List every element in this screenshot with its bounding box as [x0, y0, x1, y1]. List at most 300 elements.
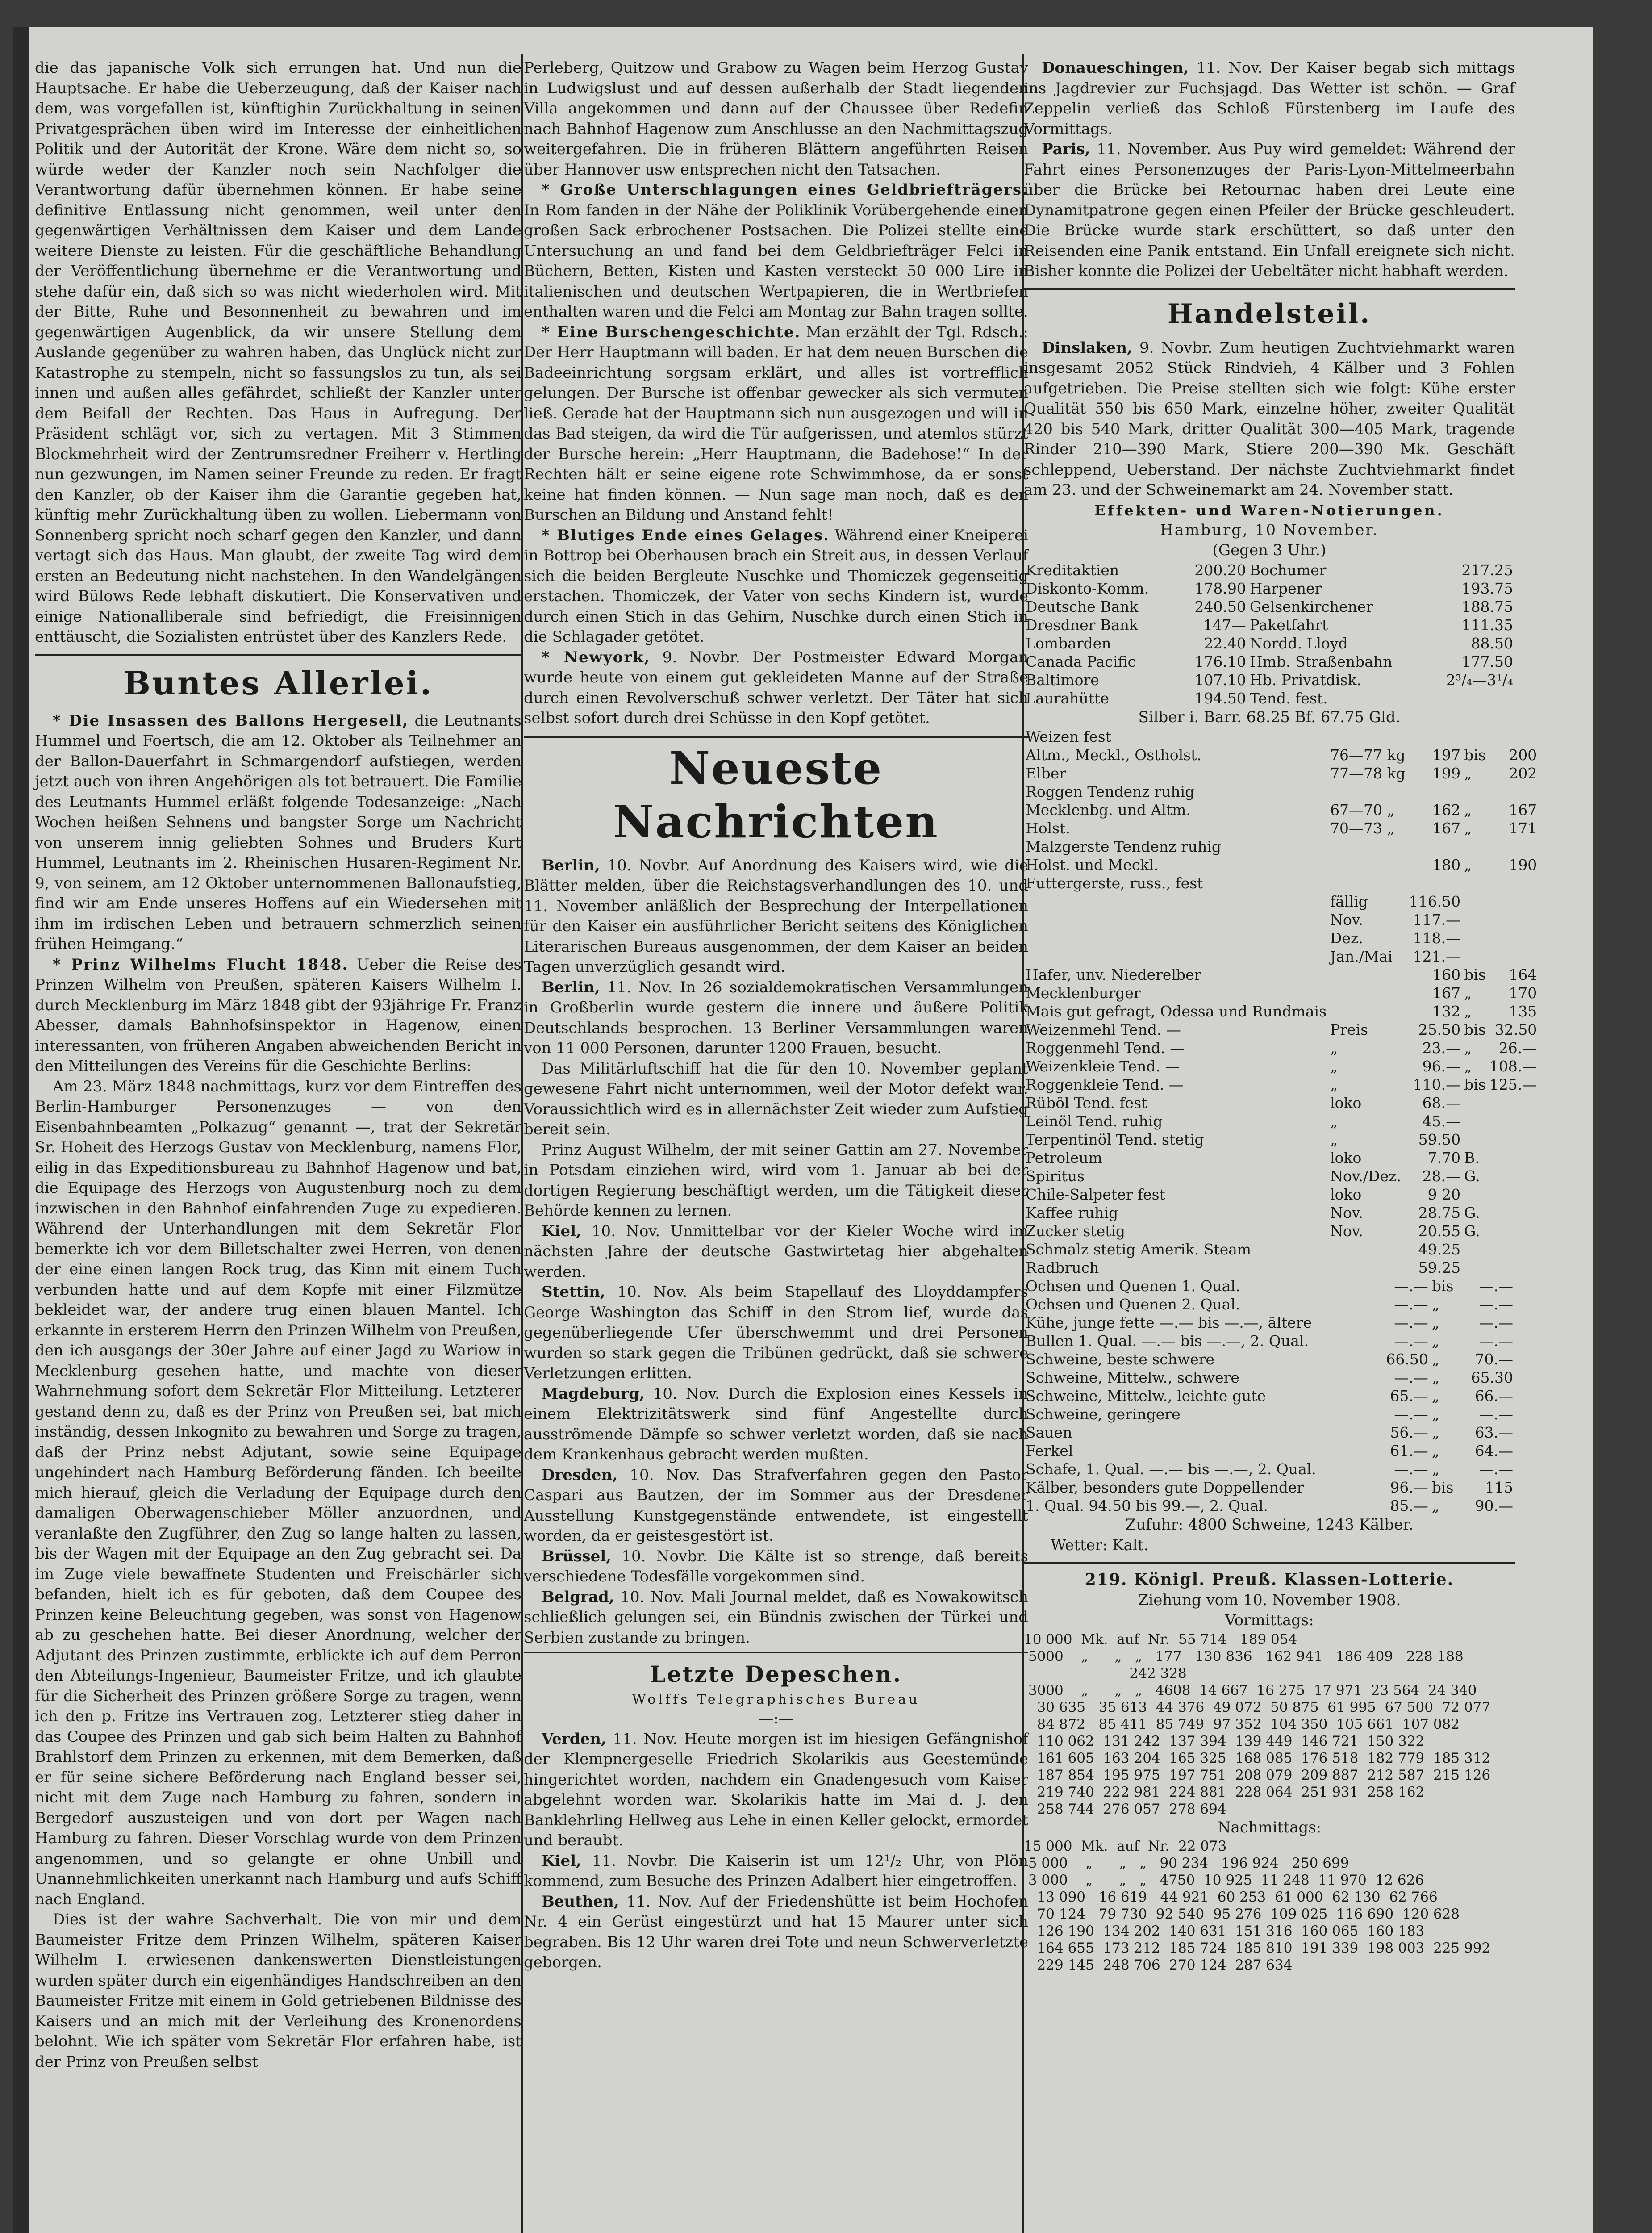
table-cell: 65.—	[1390, 1387, 1428, 1405]
quotations-time: (Gegen 3 Uhr.)	[1212, 541, 1327, 559]
news-dateline: Brüssel,	[542, 1547, 612, 1565]
stock-row	[1024, 652, 1515, 671]
table-cell: —.—	[1479, 1332, 1513, 1350]
commodity-row	[1024, 1112, 1539, 1130]
table-cell	[1488, 1222, 1539, 1240]
article-title: * Newyork,	[542, 648, 651, 666]
table-cell	[1488, 837, 1539, 856]
table-cell: 96.—	[1390, 1479, 1428, 1496]
commodity-row	[1024, 1204, 1539, 1222]
table-cell: Lombarden	[1026, 634, 1111, 652]
section-heading-neueste: Neueste Nachrichten	[524, 736, 1028, 849]
table-cell: Kühe, junge fette —.— bis —.—, ältere	[1026, 1314, 1312, 1331]
table-cell: 2³/₄—3¹/₄	[1446, 671, 1513, 689]
table-cell: Weizenkleie Tend. —	[1026, 1058, 1180, 1075]
commodity-row	[1024, 1057, 1539, 1075]
table-cell: Futtergerste, russ., fest	[1026, 874, 1203, 892]
commodity-row	[1024, 837, 1539, 856]
news-text: 11. Nov. Der Kaiser begab sich mittags ins Jagdrevier zur Fuchsjagd. Das Wetter ist schön. — Graf Zeppelin verließ das Schloß Fürstenberg im Laufe des Vormittags.	[1024, 59, 1515, 138]
table-cell: 1. Qual. 94.50 bis 99.—, 2. Qual.	[1026, 1497, 1268, 1514]
article-burschen	[524, 322, 1028, 526]
news-item	[524, 1729, 1028, 1851]
livestock-row	[1024, 1497, 1515, 1515]
stock-row	[1024, 579, 1515, 598]
commodity-quotes-table	[1024, 728, 1539, 1277]
stock-row	[1024, 634, 1515, 652]
news-dateline: Stettin,	[542, 1283, 605, 1301]
table-cell: G.	[1464, 1167, 1480, 1185]
table-cell: „	[1431, 1332, 1439, 1350]
table-cell	[1462, 929, 1488, 947]
table-cell	[1462, 911, 1488, 929]
table-cell: bis	[1431, 1277, 1454, 1295]
table-cell	[1407, 874, 1462, 892]
table-cell: Schmalz stetig Amerik. Steam	[1026, 1241, 1252, 1258]
news-text: 10. Novbr. Die Kälte ist so strenge, daß bereits verschiedene Todesfälle vorgekommen sind.	[524, 1547, 1028, 1585]
commodity-row	[1024, 1002, 1539, 1020]
table-cell: 117.—	[1413, 911, 1461, 928]
news-dateline: Paris,	[1042, 140, 1090, 158]
table-cell: Radbruch	[1026, 1259, 1099, 1276]
news-item	[524, 1892, 1028, 1973]
news-item	[1024, 139, 1515, 282]
table-cell: „	[1431, 1387, 1439, 1405]
lottery-line: 15 000 Mk. auf Nr. 22 073	[1024, 1838, 1227, 1854]
table-cell	[1407, 782, 1462, 801]
table-cell: „	[1464, 984, 1472, 1002]
lottery-line: 10 000 Mk. auf Nr. 55 714 189 054	[1024, 1631, 1297, 1648]
lottery-morning-numbers	[1024, 1631, 1515, 1818]
table-cell: Petroleum	[1026, 1149, 1102, 1167]
table-cell: „	[1464, 820, 1472, 837]
table-cell: 64.—	[1475, 1442, 1513, 1459]
table-cell: 108.—	[1489, 1058, 1537, 1075]
table-cell: 26.—	[1498, 1039, 1537, 1057]
livestock-row	[1024, 1277, 1515, 1295]
livestock-row	[1024, 1368, 1515, 1387]
table-cell: Mais gut gefragt, Odessa und Rundmais	[1026, 1003, 1327, 1020]
table-cell	[1462, 1185, 1488, 1204]
table-cell: „	[1330, 1131, 1338, 1148]
table-cell: Terpentinöl Tend. stetig	[1026, 1131, 1204, 1148]
lottery-morning-label: Vormittags:	[1225, 1611, 1314, 1629]
livestock-row	[1024, 1478, 1515, 1497]
table-cell	[1462, 1240, 1488, 1259]
commodity-row	[1024, 1075, 1539, 1094]
table-cell: Hafer, unv. Niederelber	[1026, 966, 1201, 983]
table-cell	[1462, 1112, 1488, 1130]
livestock-row	[1024, 1460, 1515, 1478]
commodity-row	[1024, 947, 1539, 966]
table-cell: 66.—	[1475, 1387, 1513, 1405]
table-cell: Harpener	[1249, 579, 1322, 597]
table-cell: „	[1464, 856, 1472, 874]
table-cell: 115	[1485, 1479, 1513, 1496]
table-cell: 200.20	[1194, 561, 1246, 579]
article-text: Man erzählt der Tgl. Rdsch.: Der Herr Hauptmann will baden. Er hat dem neuen Burschen die Badeeinrichtung sorgsam erklärt, und alles ist vortrefflich gelungen. Der Bursche ist offenbar gewecker als sich vermuten ließ. Gerade hat der Hauptmann sich nun ausgezogen und will in das Bad steigen, da wird die Tür aufgerissen, und atemlos stürzt der Bursche herein: „Herr Hauptmann, die Badehose!“ In der Rechten hält er seine eigene rote Schwimmhose, da er sonst keine hat finden können. — Nun sage man noch, daß es den Burschen an Bildung und Anstand fehlt!	[524, 323, 1029, 524]
table-cell: 88.50	[1471, 634, 1513, 652]
table-cell: 132	[1432, 1003, 1461, 1020]
separator: —:—	[758, 1710, 794, 1727]
lottery-line: 13 090 16 619 44 921 60 253 61 000 62 130 62 766	[1024, 1889, 1438, 1905]
commodity-row	[1024, 1149, 1539, 1167]
lottery-line: 30 635 35 613 44 376 49 072 50 875 61 995 67 500 72 077	[1024, 1699, 1491, 1715]
table-cell: Deutsche Bank	[1026, 598, 1139, 615]
table-cell: „	[1431, 1369, 1439, 1386]
news-dateline: Kiel,	[542, 1852, 581, 1870]
quotations-heading: Effekten- und Waren-Notierungen.	[1094, 502, 1444, 519]
table-cell: Zucker stetig	[1026, 1222, 1126, 1240]
commodity-row	[1024, 782, 1539, 801]
news-text: 11. Nov. Auf der Friedenshütte ist beim Hochofen Nr. 4 ein Gerüst eingestürzt und hat 15 Maurer unter sich begraben. Bis 12 Uhr waren drei Tote und neun Schwerverletzte geborgen.	[524, 1892, 1028, 1971]
table-cell	[1488, 1240, 1539, 1259]
table-cell	[1328, 1240, 1407, 1259]
table-cell: 7.70	[1427, 1149, 1461, 1167]
table-cell: 70.—	[1475, 1351, 1513, 1368]
table-cell: —.—	[1394, 1296, 1428, 1313]
lottery-line: 84 872 85 411 85 749 97 352 104 350 105 661 107 082	[1024, 1716, 1460, 1732]
table-cell: Weizenmehl Tend. —	[1026, 1021, 1181, 1038]
commodity-row	[1024, 966, 1539, 984]
table-cell: „	[1431, 1460, 1439, 1478]
table-cell	[1407, 728, 1462, 746]
table-cell: Nov.	[1330, 911, 1364, 928]
table-cell: 180	[1432, 856, 1461, 874]
reichstag-report-end: die das japanische Volk sich errungen hat. Und nun die Hauptsache. Er habe die Ueberzeugung, daß der Kaiser nach dem, was vorgefallen ist, künftighin Zurückhaltung in seinen Privatgesprächen üben wird im Interesse der einheitlichen Politik und der Autorität der Krone. Wäre dem nicht so, so würde weder der Kanzler noch sein Nachfolger die Verantwortung dafür übernehmen können. Er habe seine definitive Entlassung nicht genommen, weil unter den gegenwärtigen Verhältnissen dem Kaiser und dem Lande weitere Dienste zu leisten. Für die geschäftliche Behandlung der Veröffentlichung übernehme er die Verantwortung und stehe dafür ein, daß sich so was nicht wiederholen wird. Mit der Bitte, Ruhe und Besonnenheit zu bewahren und im gegenwärtigen Augenblick, da wir unsere Stellung dem Auslande gegenüber zu wahren haben, das Unglück nicht zur Katastrophe zu stempeln, nicht so fassungslos zu tun, als sei innen und außen alles gefährdet, schließt der Kanzler unter dem Beifall der Rechten. Das Haus in Aufregung. Der Präsident schlägt vor, sich zu vertagen. Mit 3 Stimmen Blockmehrheit wird der Zentrumsredner Freiherr v. Hertling nun gezwungen, im Namen seiner Freunde zu reden. Er fragt den Kanzler, ob der Kaiser ihm die Garantie gegeben hat, künftig mehr Zurückhaltung üben zu wollen. Liebermann von Sonnenberg spricht noch scharf gegen den Kanzler, und dann vertagt sich das Haus. Man glaubt, der zweite Tag wird dem ersten an Bedeutung nicht nachstehen. In den Wandelgängen wird Bülows Rede lebhaft diskutiert. Die Konservativen und einige Nationalliberale sind befriedigt, die Freisinnigen enttäuscht, die Sozialisten entrüstet über des Kanzlers Rede.	[35, 59, 521, 646]
news-text: 9. Novbr. Zum heutigen Zuchtviehmarkt waren insgesamt 2052 Stück Rindvieh, 4 Kälber und 3 Fohlen aufgetrieben. Die Preise stellten sich wie folgt: Kühe erster Qualität 550 bis 650 Mark, einzelne höher, zweiter Qualität 420 bis 540 Mark, dritter Qualität 300—405 Mark, tragende Rinder 210—390 Mark, Stiere 200—390 Mk. Geschäft schleppend, Ueberstand. Der nächste Zuchtviehmarkt findet am 23. und der Schweinemarkt am 24. November statt.	[1024, 339, 1515, 499]
commodity-row	[1024, 856, 1539, 874]
table-cell: 32.50	[1494, 1021, 1537, 1038]
section-heading-depeschen: Letzte Depeschen.	[650, 1661, 902, 1687]
table-cell: 66.50	[1386, 1351, 1428, 1368]
article-text: In Rom fanden in der Nähe der Poliklinik Vorübergehende einen großen Sack erbrochener Postsachen. Die Polizei stellte eine Untersuchung an und fand bei dem Geldbriefträger Felci in Büchern, Betten, Kisten und Kasten versteckt 50 000 Lire in italienischen und deutschen Wertpapieren, die in Wertbriefen enthalten waren und die Felci am Montag zur Bahn tragen sollte.	[524, 201, 1028, 321]
table-cell	[1328, 874, 1407, 892]
table-cell: 96.—	[1422, 1058, 1461, 1075]
article-text: die Leutnants Hummel und Foertsch, die am 12. Oktober als Teilnehmer an der Ballon-Dauerfahrt in Schmargendorf aufstiegen, werden jetzt auch von ihren Angehörigen als tot betrauert. Die Familie des Leutnants Hummel erläßt folgende Todesanzeige: „Nach Wochen heißen Sehnens und bangster Sorge um Nachricht von unserem innig geliebten Sohnes und Bruders Kurt Hummel, Leutnants im 2. Rheinischen Husaren-Regiment Nr. 9, von seinem, am 12 Oktober unternommenen Ballonaufstieg, find wir am Ende unseres Hoffens auf ein Wiedersehen mit ihm im irdischen Leben und betrauern schmerzlich seinen frühen Heimgang.“	[35, 711, 521, 953]
table-cell: G.	[1464, 1204, 1480, 1221]
table-cell: „	[1431, 1351, 1439, 1368]
commodity-row	[1024, 929, 1539, 947]
lottery-line: 242 328	[1024, 1665, 1187, 1681]
table-cell: 107.10	[1194, 671, 1246, 689]
article-paragraph: Dies ist der wahre Sachverhalt. Die von mir und dem Baumeister Fritze dem Prinzen Wilhelm, späteren Kaiser Wilhelm I. erwiesenen dankenswerten Dienstleistungen wurden später durch ein eigenhändiges Handschreiben an den Baumeister Fritze mit einem in Gold getriebenen Bildnisse des Kaisers und an mich mit der Verleihung des Kronenordens belohnt. Wie ich später vom Sekretär Flor erfahren habe, ist der Prinz von Preußen selbst	[35, 1911, 521, 2071]
table-cell: „	[1330, 1039, 1338, 1057]
news-dateline: Kiel,	[542, 1222, 581, 1240]
table-cell: G.	[1464, 1222, 1480, 1240]
news-item: Prinz August Wilhelm, der mit seiner Gattin am 27. November in Potsdam einziehen wird, wird vom 1. Januar ab bei der dortigen Regierung beschäftigt werden, um die Tätigkeit dieser Behörde kennen zu lernen.	[524, 1141, 1028, 1220]
table-cell: bis	[1464, 746, 1486, 764]
commodity-row	[1024, 1167, 1539, 1185]
news-item	[524, 1547, 1028, 1587]
table-cell: Diskonto-Komm.	[1026, 579, 1149, 597]
table-cell: 61.—	[1390, 1442, 1428, 1459]
weather-note: Wetter: Kalt.	[1051, 1536, 1149, 1554]
table-cell: 190	[1509, 856, 1537, 874]
table-cell: Dresdner Bank	[1026, 616, 1139, 634]
table-cell: 162	[1432, 801, 1461, 819]
news-item: Das Militärluftschiff hat die für den 10. November geplant gewesene Fahrt nicht unternommen, weil der Motor defekt war. Voraussichtlich wird es in allernächster Zeit wieder zum Aufstieg bereit sein.	[524, 1059, 1028, 1138]
table-cell	[1488, 782, 1539, 801]
article-ballon	[35, 711, 521, 955]
table-cell: 160	[1432, 966, 1461, 983]
article-paragraph: Am 23. März 1848 nachmittags, kurz vor dem Eintreffen des Berlin-Hamburger Personenzuges — von den Eisenbahnbeamten „Polkazug“ genannt —, trat der Sekretär Sr. Hoheit des Herzogs Gustav von Mecklenburg, namens Flor, eilig in das Expeditionsbureau zu Bahnhof Hagenow und bat, die Equipage des Herzogs von Augustenburg noch zu dem inzwischen in den Bahnhof einfahrenden Zuge zu expedieren. Während der Unterhandlungen mit dem Sekretär Flor bemerkte ich vor dem Billetschalter zwei Herren, von denen der eine einen langen Rock trug, das Kinn mit einem Tuch verbunden hatte und auf dem Kopfe mit einer Filzmütze bekleidet war, der andere trug einen blauen Mantel. Ich erkannte in ersterem Herrn den Prinzen Wilhelm von Preußen, den ich ausgangs der 30er Jahre auf einer Jagd zu Wariow in Mecklenburg gesehen hatte, und machte von dieser Wahrnehmung sofort dem Sekretär Flor Mitteilung. Letzterer gestand denn zu, daß es der Prinz von Preußen sei, bat mich inständig, dessen Inkognito zu bewahren und Sorge zu tragen, daß der Prinz nebst Adjutant, sowie seine Equipage ungehindert nach Hamburg Beförderung fänden. Ich beeilte mich hierauf, gleich die Verladung der Equipage durch den damaligen Oberwagenschieber Möller anzuordnen, und veranlaßte den Zugführer, den Zug so lange halten zu lassen, bis der Wagen mit der Equipage an den Zug gebracht sei. Da im Zuge viele bewaffnete Studenten und Freischärler sich befanden, hielt ich es für geboten, daß dem Coupee des Prinzen keine Beleuchtung gegeben, was sonst von Hagenow ab zu geschehen hatte. Bei dieser Anordnung, welcher der Adjutant des Prinzen zustimmte, erblickte ich auf dem Perron den Abteilungs-Ingenieur, Baumeister Fritze, und ich glaubte für die Sicherheit des Prinzen größere Sorge zu tragen, wenn ich den p. Fritze ins Vertrauen zog. Letzterer stieg daher in das Coupee des Prinzen und gab sich beim Halten zu Bahnhof Brahlstorf dem Prinzen zu erkennen, mit dem Bemerken, daß er für seine sichere Beförderung nach England besser sei, nicht mit dem Zuge nach Hamburg zu fahren, sondern in Bergedorf auszusteigen und von dort per Wagen nach Hamburg zu fahren. Dieser Vorschlag wurde von dem Prinzen angenommen, und so gelangte er ohne Unbill und Unannehmlichkeiten unerkannt nach Hamburg und aufs Schiff nach England.	[35, 1077, 521, 1908]
wire-service-name: Wolffs Telegraphisches Bureau	[632, 1692, 920, 1707]
article-gelage	[524, 526, 1028, 648]
table-cell: 63.—	[1475, 1424, 1513, 1441]
table-cell	[1488, 892, 1539, 911]
article-prinz-wilhelm	[35, 955, 521, 1077]
news-dateline: Verden,	[542, 1730, 606, 1748]
table-cell	[1488, 728, 1539, 746]
stock-row	[1024, 689, 1515, 707]
table-cell: Kälber, besonders gute Doppellender	[1026, 1479, 1304, 1496]
column-middle	[524, 58, 1028, 1973]
table-cell: Preis	[1330, 1021, 1368, 1038]
livestock-row	[1024, 1332, 1515, 1350]
article-text: 9. Novbr. Der Postmeister Edward Morgan wurde heute von einem gut gekleideten Manne auf der Straße durch einen Revolverschuß schwer verletzt. Der Täter hat sich selbst sofort durch drei Schüsse in den Kopf getötet.	[524, 648, 1028, 727]
table-cell: 56.—	[1390, 1424, 1428, 1441]
table-cell: Bullen 1. Qual. —.— bis —.—, 2. Qual.	[1026, 1332, 1309, 1350]
table-cell: 176.10	[1194, 652, 1246, 670]
table-cell	[1462, 728, 1488, 746]
table-cell	[1428, 689, 1515, 707]
news-item	[524, 1384, 1028, 1465]
table-cell: Baltimore	[1026, 671, 1099, 689]
table-cell: 171	[1509, 820, 1537, 837]
news-item	[524, 1465, 1028, 1547]
table-cell	[1024, 929, 1328, 947]
table-cell: Canada Pacific	[1026, 652, 1136, 670]
table-cell	[1488, 1185, 1539, 1204]
table-cell: 85.—	[1390, 1497, 1428, 1514]
table-cell	[1328, 837, 1407, 856]
table-cell: Nov./Dez.	[1330, 1167, 1402, 1185]
table-cell: bis	[1464, 966, 1486, 983]
table-cell: Weizen fest	[1026, 728, 1111, 745]
table-cell: Schweine, Mittelw., schwere	[1026, 1369, 1239, 1386]
table-cell: 121.—	[1413, 948, 1461, 965]
table-cell: Schweine, beste schwere	[1026, 1351, 1215, 1368]
table-cell: Holst.	[1026, 820, 1070, 837]
table-cell	[1488, 1149, 1539, 1167]
lottery-afternoon-numbers	[1024, 1838, 1515, 1974]
column-right	[1024, 58, 1537, 1974]
table-cell	[1488, 1259, 1539, 1277]
table-cell: fällig	[1330, 893, 1368, 910]
table-cell: 240.50	[1194, 598, 1246, 615]
table-cell	[1488, 929, 1539, 947]
news-text: 10. Nov. Durch die Explosion eines Kessels in einem Elektrizitätswerk sind fünf Angestellte durch ausströmende Dämpfe so schwer verletzt worden, daß sie nach dem Krankenhaus gebracht werden mußten.	[524, 1384, 1028, 1464]
news-dateline: Berlin,	[542, 978, 600, 996]
table-cell: Spiritus	[1026, 1167, 1085, 1185]
commodity-row	[1024, 892, 1539, 911]
commodity-row	[1024, 819, 1539, 837]
commodity-row	[1024, 1240, 1539, 1259]
table-cell	[1462, 837, 1488, 856]
news-item	[1024, 58, 1515, 139]
commodity-row	[1024, 1259, 1539, 1277]
table-cell: Altm., Meckl., Ostholst.	[1026, 746, 1201, 764]
news-item	[524, 1851, 1028, 1892]
table-cell: bis	[1464, 1076, 1486, 1093]
table-cell	[1024, 892, 1328, 911]
table-cell: Holst. und Meckl.	[1026, 856, 1159, 874]
lottery-line: 126 190 134 202 140 631 151 316 160 065 160 183	[1024, 1923, 1425, 1939]
table-cell: loko	[1330, 1149, 1362, 1167]
table-cell	[1488, 911, 1539, 929]
table-cell: 25.50	[1418, 1021, 1461, 1038]
table-cell: 178.90	[1194, 579, 1246, 597]
table-cell	[1462, 1094, 1488, 1112]
lottery-line: 219 740 222 981 224 881 228 064 251 931 258 162	[1024, 1784, 1425, 1800]
lottery-afternoon-label: Nachmittags:	[1217, 1818, 1322, 1836]
livestock-row	[1024, 1405, 1515, 1423]
table-cell: „	[1431, 1424, 1439, 1441]
news-dateline: Dinslaken,	[1042, 339, 1132, 357]
table-cell: 193.75	[1461, 579, 1513, 597]
news-text: 10. Nov. Unmittelbar vor der Kieler Woche wird im nächsten Jahre der deutsche Gastwirtetag hier abgehalten werden.	[524, 1222, 1028, 1281]
news-dateline: Dresden,	[542, 1466, 618, 1484]
table-cell: Hb. Privatdisk.	[1249, 671, 1361, 689]
section-heading-buntes: Buntes Allerlei.	[123, 664, 434, 702]
stock-row	[1024, 616, 1515, 634]
table-cell: Nov.	[1330, 1222, 1364, 1240]
table-cell: 135	[1509, 1003, 1537, 1020]
table-cell: 125.—	[1489, 1076, 1537, 1093]
table-cell: 167	[1432, 820, 1461, 837]
table-cell	[1488, 1112, 1539, 1130]
table-cell: 110.—	[1413, 1076, 1461, 1093]
lottery-line: 3000 „ „ „ 4608 14 667 16 275 17 971 23 564 24 340	[1024, 1682, 1477, 1698]
commodity-row	[1024, 1020, 1539, 1039]
article-text: Ueber die Reise des Prinzen Wilhelm von Preußen, späteren Kaisers Wilhelm I. durch Mecklenburg im März 1848 gibt der 93jährige Fr. Franz Abesser, damals Bahnhofsinspektor in Hagenow, einen interessanten, von früheren Angaben abweichenden Bericht in den Mitteilungen des Vereins für die Geschichte Berlins:	[35, 955, 521, 1075]
article-title: * Die Insassen des Ballons Hergesell,	[53, 711, 409, 730]
table-cell: 49.25	[1418, 1241, 1461, 1258]
table-cell: 194.50	[1194, 689, 1246, 707]
table-cell: „	[1330, 1076, 1338, 1093]
lottery-line: 187 854 195 975 197 751 208 079 209 887 212 587 215 126	[1024, 1767, 1491, 1783]
commodity-row	[1024, 1039, 1539, 1057]
table-cell: „	[1464, 1058, 1472, 1075]
table-cell: Roggen Tendenz ruhig	[1026, 783, 1195, 800]
section-heading-handelsteil: Handelsteil.	[1167, 298, 1372, 330]
table-cell: 23.—	[1422, 1039, 1461, 1057]
table-cell: 200	[1509, 746, 1537, 764]
table-cell: 65.30	[1471, 1369, 1513, 1386]
table-cell: —.—	[1479, 1460, 1513, 1478]
table-cell: 167	[1509, 801, 1537, 819]
table-cell: „	[1464, 801, 1472, 819]
news-item	[524, 1221, 1028, 1283]
table-cell	[1462, 1259, 1488, 1277]
livestock-row	[1024, 1350, 1515, 1368]
table-cell: Ochsen und Quenen 2. Qual.	[1026, 1296, 1240, 1313]
table-cell: 118.—	[1413, 929, 1461, 947]
stock-row	[1024, 598, 1515, 616]
table-cell: Mecklenbg. und Altm.	[1026, 801, 1191, 819]
table-cell	[1328, 782, 1407, 801]
table-cell	[1024, 947, 1328, 966]
table-cell: 67—70 „	[1330, 801, 1395, 819]
article-title: * Große Unterschlagungen eines Geldbriefträgers.	[542, 181, 1028, 199]
article-newyork	[524, 648, 1028, 729]
article-geldbrieftraeger	[524, 180, 1028, 322]
table-cell: Nov.	[1330, 1204, 1364, 1221]
table-cell	[1488, 1167, 1539, 1185]
table-cell: Paketfahrt	[1249, 616, 1328, 634]
table-cell: Sauen	[1026, 1424, 1072, 1441]
commodity-row	[1024, 1130, 1539, 1149]
commodity-row	[1024, 1222, 1539, 1240]
silver-quote: Silber i. Barr. 68.25 Bf. 67.75 Gld.	[1138, 708, 1401, 726]
table-cell: „	[1431, 1314, 1439, 1331]
table-cell: 59.25	[1418, 1259, 1461, 1276]
table-cell: Schweine, geringere	[1026, 1405, 1181, 1423]
table-cell: 147—	[1203, 616, 1246, 634]
table-cell	[1462, 892, 1488, 911]
table-cell: Roggenmehl Tend. —	[1026, 1039, 1185, 1057]
table-cell: —.—	[1394, 1405, 1428, 1423]
table-cell: 20.55	[1418, 1222, 1461, 1240]
table-cell: 9 20	[1427, 1186, 1461, 1203]
table-cell: Schafe, 1. Qual. —.— bis —.—, 2. Qual.	[1026, 1460, 1316, 1478]
article-title: * Blutiges Ende eines Gelages.	[542, 526, 830, 544]
news-text: 10. Nov. Mali Journal meldet, daß es Nowakowitsch schließlich gelungen sei, ein Bündnis zwischen der Türkei und Serbien zustande zu bringen.	[524, 1588, 1028, 1647]
table-cell	[1328, 966, 1407, 984]
table-cell: Laurahütte	[1026, 689, 1109, 707]
lottery-line: 70 124 79 730 92 540 95 276 109 025 116 690 120 628	[1024, 1906, 1460, 1922]
lottery-date: Ziehung vom 10. November 1908.	[1138, 1591, 1401, 1609]
table-cell: 167	[1432, 984, 1461, 1002]
livestock-row	[1024, 1387, 1515, 1405]
news-text: 10. Novbr. Auf Anordnung des Kaisers wird, wie die Blätter melden, über die Reichstagsverhandlungen des 10. und 11. November anläßlich der Besprechung der Interpellationen für den Kaiser ein ausführlicher Bericht seitens des Königlichen Literarischen Bureaus ausgenommen, der dem Kaiser an beiden Tagen unverzüglich gesandt wird.	[524, 856, 1028, 976]
table-cell: loko	[1330, 1094, 1362, 1112]
table-cell: 22.40	[1204, 634, 1246, 652]
table-cell: „	[1464, 1003, 1472, 1020]
table-cell: „	[1431, 1497, 1439, 1514]
news-text: 11. Nov. Heute morgen ist im hiesigen Gefängnishof der Klempnergeselle Friedrich Skolarikis aus Geestemünde hingerichtet worden, nachdem ein Gnadengesuch vom Kaiser abgelehnt worden war. Skolarikis hatte im Mai d. J. den Banklehrling Hellweg aus Lehe in einen Keller gelockt, ermordet und beraubt.	[524, 1730, 1028, 1849]
table-cell: bis	[1431, 1479, 1454, 1496]
lottery-line: 258 744 276 057 278 694	[1024, 1801, 1226, 1817]
table-cell	[1407, 837, 1462, 856]
table-cell	[1462, 1130, 1488, 1149]
table-cell: „	[1431, 1405, 1439, 1423]
news-dateline: Magdeburg,	[542, 1384, 645, 1403]
news-text: 10. Nov. Das Strafverfahren gegen den Pastor Caspari aus Bautzen, der im Sommer aus der Dresdener Ausstellung Kunstgegenstände entwendete, ist eingestellt worden, da er geistesgestört ist.	[524, 1466, 1028, 1545]
news-text: 10. Nov. Als beim Stapellauf des Lloyddampfers George Washington das Schiff in den Strom lief, wurde das gegenüberliegende Ufer überschwemmt und drei Personen wurden so stark gegen die Tribünen gedrückt, daß sie schwere Verletzungen erlitten.	[524, 1283, 1028, 1382]
table-cell: —.—	[1479, 1277, 1513, 1295]
table-cell: loko	[1330, 1186, 1362, 1203]
table-cell: Gelsenkirchener	[1249, 598, 1373, 615]
lottery-line: 164 655 173 212 185 724 185 810 191 339 198 003 225 992	[1024, 1940, 1491, 1956]
table-cell	[1328, 856, 1407, 874]
table-cell: „	[1330, 1058, 1338, 1075]
table-cell	[1328, 1259, 1407, 1277]
commodity-row	[1024, 746, 1539, 764]
news-item	[524, 1282, 1028, 1384]
column-rule-1	[521, 54, 523, 2233]
table-cell: Elber	[1026, 765, 1067, 782]
news-item	[524, 1587, 1028, 1648]
table-cell: 217.25	[1461, 561, 1513, 579]
news-item	[524, 856, 1028, 978]
commodity-row	[1024, 728, 1539, 746]
table-cell: —.—	[1394, 1314, 1428, 1331]
quotations-place-date: Hamburg, 10 November.	[1160, 521, 1379, 539]
news-dateline: Belgrad,	[542, 1588, 614, 1606]
lottery-line: 229 145 248 706 270 124 287 634	[1024, 1957, 1293, 1973]
livestock-row	[1024, 1313, 1515, 1332]
